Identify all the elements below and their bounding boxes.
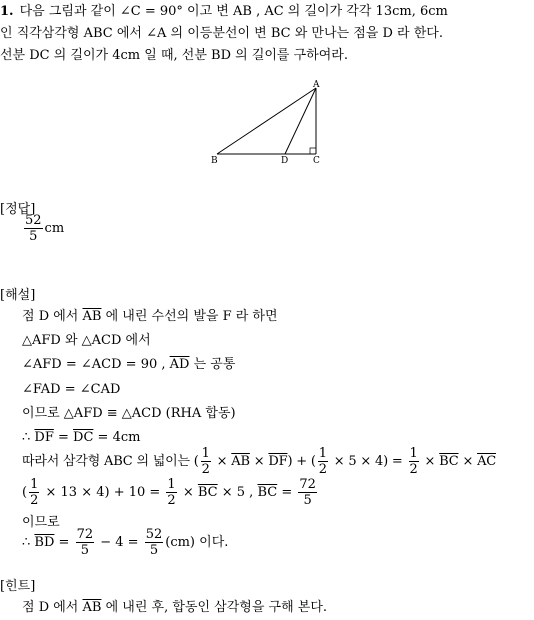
answer-numerator: 52 <box>25 213 42 228</box>
denominator: 2 <box>201 462 210 477</box>
text: × 5 × 4) = <box>329 454 407 469</box>
fraction <box>318 446 328 477</box>
numerator: 52 <box>145 527 163 542</box>
explanation-line-3 <box>22 353 235 377</box>
text: = <box>54 535 74 550</box>
fraction <box>409 446 419 477</box>
segment-ab: $\overline{AB}$ <box>82 309 102 324</box>
explanation-line-1 <box>22 305 278 329</box>
text: 따라서 삼각형 ABC 의 넓이는 ( <box>22 454 199 469</box>
denominator: 2 <box>409 462 418 477</box>
text: 에 내린 수선의 발을 F 라 하면 <box>101 309 278 324</box>
explanation-header: [해설] <box>0 288 36 303</box>
text: × <box>458 454 478 469</box>
answer-header: [정답] <box>0 202 36 217</box>
numerator: 1 <box>167 477 176 492</box>
fraction <box>201 446 211 477</box>
text: ( <box>22 485 28 500</box>
text: 점 D 에서 <box>22 309 83 324</box>
hint-text <box>22 596 327 620</box>
segment-ad: $\overline{AD}$ <box>169 357 190 372</box>
text: ∠AFD = ∠ACD = 90 , <box>22 357 170 372</box>
segment-bc: $\overline{BC}$ <box>439 454 459 469</box>
segment-ab: $\overline{AB}$ <box>82 600 102 615</box>
segment-ac: $\overline{AC}$ <box>477 454 497 469</box>
segment-dc: $\overline{DC}$ <box>73 430 94 445</box>
explanation-line-10 <box>22 527 228 558</box>
numerator: 1 <box>409 446 418 461</box>
denominator: 2 <box>30 493 39 508</box>
side-ab <box>217 88 316 154</box>
explanation-line-7 <box>22 446 496 477</box>
label-a: A <box>313 80 320 90</box>
denominator: 5 <box>80 543 89 558</box>
problem-statement <box>0 1 534 67</box>
explanation-line-9: 이므로 <box>22 515 60 530</box>
text: × <box>420 454 440 469</box>
therefore-symbol: ∴ <box>22 430 35 445</box>
right-angle-mark <box>310 148 316 154</box>
fraction <box>298 477 317 508</box>
text: × 13 × 4) + 10 = <box>41 485 165 500</box>
text: × <box>178 485 198 500</box>
explanation-line-2: △AFD 와 △ACD 에서 <box>22 333 151 348</box>
text: = 4cm <box>93 430 141 445</box>
hint-header: [힌트] <box>0 579 36 594</box>
text: (cm) 이다. <box>165 535 229 550</box>
problem-number: 1. <box>0 4 14 19</box>
problem-line-1 <box>0 1 534 23</box>
answer-fraction <box>24 213 43 244</box>
triangle-figure <box>205 78 335 168</box>
segment-df: $\overline{DF}$ <box>34 430 54 445</box>
text: × <box>212 454 232 469</box>
segment-ab: $\overline{AB}$ <box>231 454 250 469</box>
therefore-symbol: ∴ <box>22 535 35 550</box>
text: ) + ( <box>287 454 316 469</box>
text: 점 D 에서 <box>22 600 83 615</box>
text: = <box>277 485 297 500</box>
text: × 5 , <box>217 485 258 500</box>
numerator: 72 <box>76 527 94 542</box>
problem-line-3: 선분 DC 의 길이가 4cm 일 때, 선분 BD 의 길이를 구하여라. <box>0 48 348 63</box>
text: × <box>249 454 269 469</box>
answer-unit: cm <box>44 221 65 236</box>
explanation-line-8 <box>22 477 319 508</box>
segment-bc: $\overline{BC}$ <box>197 485 218 500</box>
label-d: D <box>281 156 289 166</box>
fraction <box>76 527 95 558</box>
denominator: 5 <box>149 543 159 558</box>
label-b: B <box>211 156 218 166</box>
fraction <box>145 527 164 558</box>
answer-value <box>22 213 64 244</box>
fraction <box>29 477 39 508</box>
denominator: 5 <box>303 493 312 508</box>
text: 는 공통 <box>189 357 236 372</box>
explanation-line-5: 이므로 △AFD ≡ △ACD (RHA 합동) <box>22 406 236 421</box>
text: = <box>53 430 74 445</box>
segment-bd: $\overline{BD}$ <box>34 535 55 550</box>
text: 에 내린 후, 합동인 삼각형을 구해 본다. <box>101 600 328 615</box>
segment-bc: $\overline{BC}$ <box>257 485 278 500</box>
numerator: 1 <box>318 446 327 461</box>
numerator: 72 <box>299 477 316 492</box>
numerator: 1 <box>30 477 39 492</box>
problem-text-1: 다음 그림과 같이 ∠C = 90° 이고 변 AB , AC 의 길이가 각각 13cm, 6cm <box>19 4 448 19</box>
problem-line-2: 인 직각삼각형 ABC 에서 ∠A 의 이등분선이 변 BC 와 만나는 점을 D 라 한다. <box>0 26 443 41</box>
explanation-line-4: ∠FAD = ∠CAD <box>22 382 121 397</box>
answer-denominator: 5 <box>29 229 38 244</box>
denominator: 2 <box>318 462 327 477</box>
denominator: 2 <box>167 493 176 508</box>
text: − 4 = <box>96 535 143 550</box>
fraction <box>166 477 176 508</box>
segment-df: $\overline{DF}$ <box>268 454 288 469</box>
label-c: C <box>313 156 320 166</box>
numerator: 1 <box>201 446 210 461</box>
